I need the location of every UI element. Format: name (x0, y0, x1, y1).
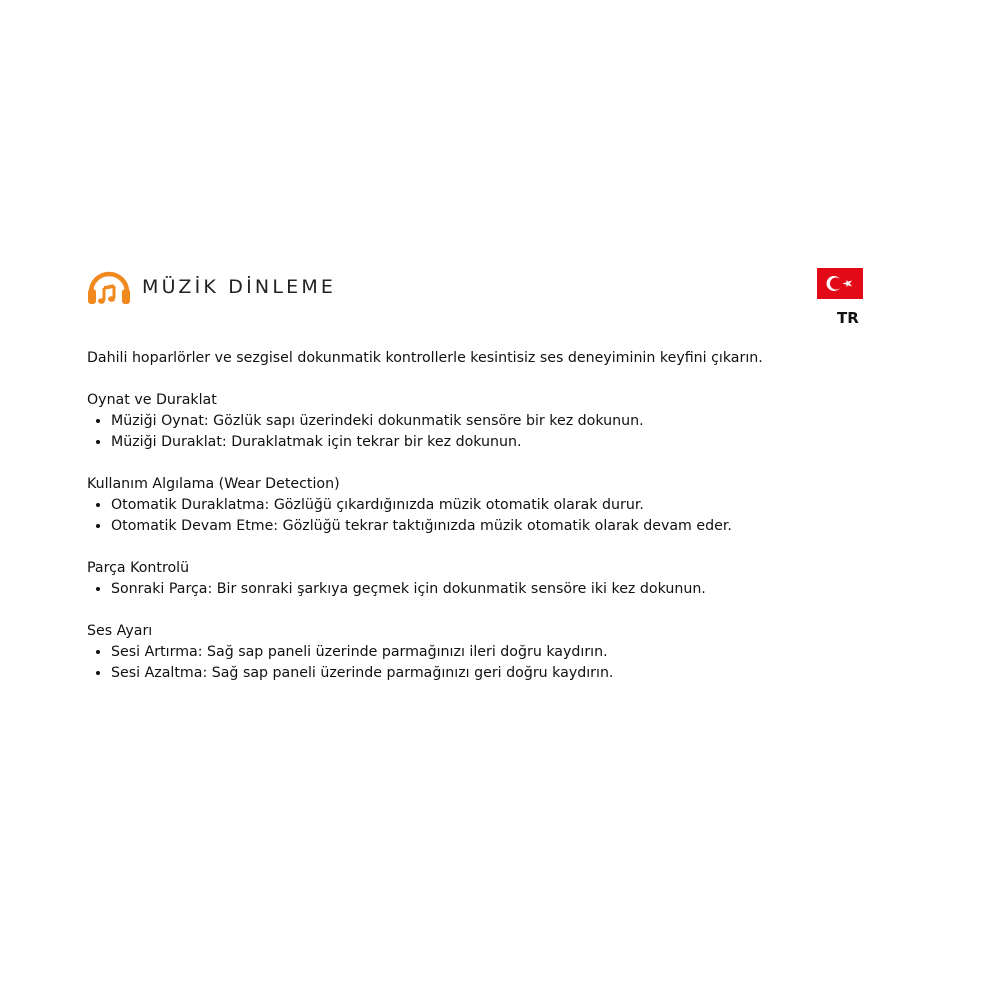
list-item: • Sesi Azaltma: Sağ sap paneli üzerinde parmağınızı geri doğru kaydırın. (111, 663, 927, 684)
bullet-list (87, 642, 927, 684)
section-play-pause (87, 390, 927, 453)
language-code: TR (837, 309, 859, 327)
section-volume (87, 621, 927, 684)
page-header (86, 266, 336, 308)
section-title: Parça Kontrolü (87, 560, 190, 576)
list-item: • Sesi Artırma: Sağ sap paneli üzerinde parmağınızı ileri doğru kaydırın. (111, 642, 927, 663)
list-item: • Otomatik Duraklatma: Gözlüğü çıkardığınızda müzik otomatik olarak durur. (111, 495, 927, 516)
section-track-control (87, 558, 927, 600)
instructions-content (87, 348, 927, 705)
bullet-list (87, 495, 927, 537)
intro-text: Dahili hoparlörler ve sezgisel dokunmatik kontrollerle kesintisiz ses deneyiminin keyfini çıkarın. (87, 350, 763, 366)
turkey-flag-icon (817, 268, 863, 299)
headphones-music-icon (86, 266, 132, 308)
list-item: • Müziği Duraklat: Duraklatmak için tekrar bir kez dokunun. (111, 432, 927, 453)
language-indicator (817, 268, 863, 327)
page-title: MÜZİK DİNLEME (142, 276, 337, 298)
list-item: • Otomatik Devam Etme: Gözlüğü tekrar taktığınızda müzik otomatik olarak devam eder. (111, 516, 927, 537)
section-title: Ses Ayarı (87, 623, 153, 639)
list-item: • Sonraki Parça: Bir sonraki şarkıya geçmek için dokunmatik sensöre iki kez dokunun. (111, 579, 927, 600)
bullet-list (87, 411, 927, 453)
list-item: • Müziği Oynat: Gözlük sapı üzerindeki dokunmatik sensöre bir kez dokunun. (111, 411, 927, 432)
section-title: Kullanım Algılama (Wear Detection) (87, 476, 340, 492)
section-wear-detection (87, 474, 927, 537)
section-title: Oynat ve Duraklat (87, 392, 217, 408)
bullet-list (87, 579, 927, 600)
